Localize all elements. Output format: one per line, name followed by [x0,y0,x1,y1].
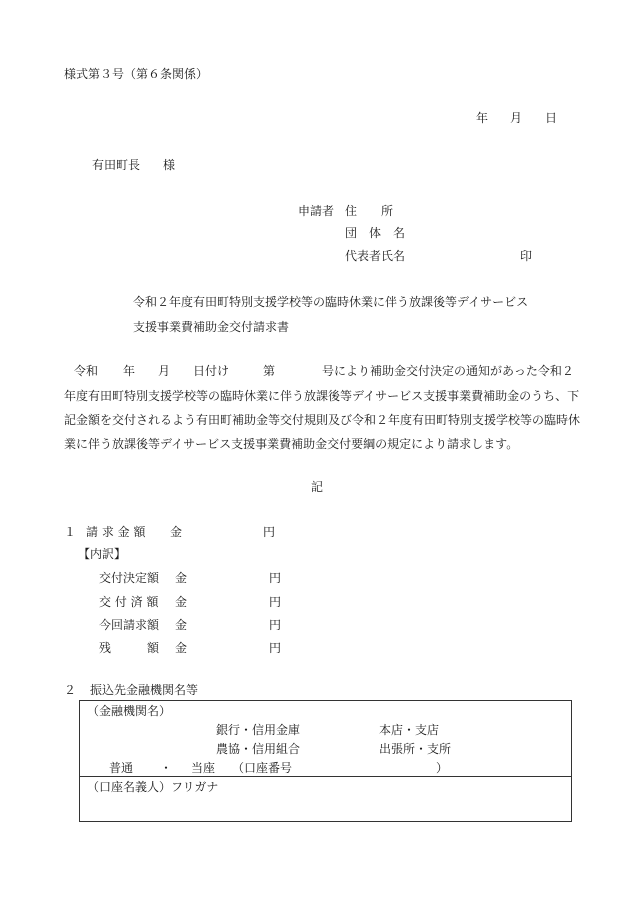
form-number: 様式第３号（第６条関係） [64,67,209,81]
body-month: 月 [158,364,171,378]
breakdown-row-label: 交 付 済 額 [99,595,159,609]
breakdown-row-kin: 金 [175,571,188,585]
ki-mark: 記 [311,480,324,494]
body-line2: 年度有田町特別支援学校等の臨時休業に伴う放課後等デイサービス支援事業費補助金のうち、下 [64,389,580,403]
breakdown-row-kin: 金 [175,618,188,632]
account-number-close: ） [436,761,449,775]
applicant-rep-label: 代表者氏名 [345,249,406,263]
account-number-label: （口座番号 [232,761,293,775]
addressee-name: 有田町長 [92,158,141,172]
applicant-address-label: 住 所 [345,204,394,218]
branch-type-2: 出張所・支所 [379,742,452,756]
breakdown-label: 【内訳】 [78,547,127,561]
breakdown-row-label: 交付決定額 [99,571,160,585]
breakdown-row-kin: 金 [175,641,188,655]
date-month-label: 月 [510,111,523,125]
applicant-group-label: 団 体 名 [345,226,406,240]
document-title-line2: 支援事業費補助金交付請求書 [133,320,290,334]
box-divider [80,776,571,777]
document-title-line1: 令和２年度有田町特別支援学校等の臨時休業に伴う放課後等デイサービス [133,295,529,309]
section2-label: 振込先金融機関名等 [90,683,199,697]
body-line3: 記金額を交付されるよう有田町補助金等交付規則及び令和２年度有田町特別支援学校等の臨時休 [64,413,581,427]
body-line4: 業に伴う放課後等デイサービス支援事業費補助金交付要綱の規定により請求します。 [64,437,519,451]
account-holder-label: （口座名義人）フリガナ [87,780,219,794]
breakdown-row-yen: 円 [269,641,282,655]
section1-kin: 金 [170,525,183,539]
body-no: 第 [263,364,276,378]
breakdown-row-label: 今回請求額 [99,618,160,632]
addressee-honorific: 様 [163,158,176,172]
branch-type-1: 本店・支店 [379,723,440,737]
date-year-label: 年 [476,111,489,125]
seal-mark: 印 [520,249,533,263]
body-dated: 日付け [193,364,230,378]
breakdown-row-yen: 円 [269,595,282,609]
account-type-separator: ・ [160,761,173,775]
breakdown-row-yen: 円 [269,618,282,632]
section1-label: 請 求 金 額 [86,525,146,539]
bank-name-label: （金融機関名） [87,704,172,718]
account-type-futsu: 普通 [109,761,134,775]
section1-number: １ [64,525,77,539]
bank-info-box [79,700,572,822]
breakdown-row-kin: 金 [175,595,188,609]
bank-type-1: 銀行・信用金庫 [216,723,301,737]
bank-type-2: 農協・信用組合 [216,742,301,756]
breakdown-row-yen: 円 [269,571,282,585]
applicant-label: 申請者 [298,204,335,218]
section1-yen: 円 [263,525,276,539]
date-day-label: 日 [545,111,558,125]
body-line1-rest: 号により補助金交付決定の通知があった令和２ [322,364,574,378]
section2-number: ２ [64,683,77,697]
body-year: 年 [123,364,136,378]
account-type-toza: 当座 [191,761,216,775]
breakdown-row-label: 残 額 [99,641,160,655]
body-reiwa: 令和 [74,364,99,378]
